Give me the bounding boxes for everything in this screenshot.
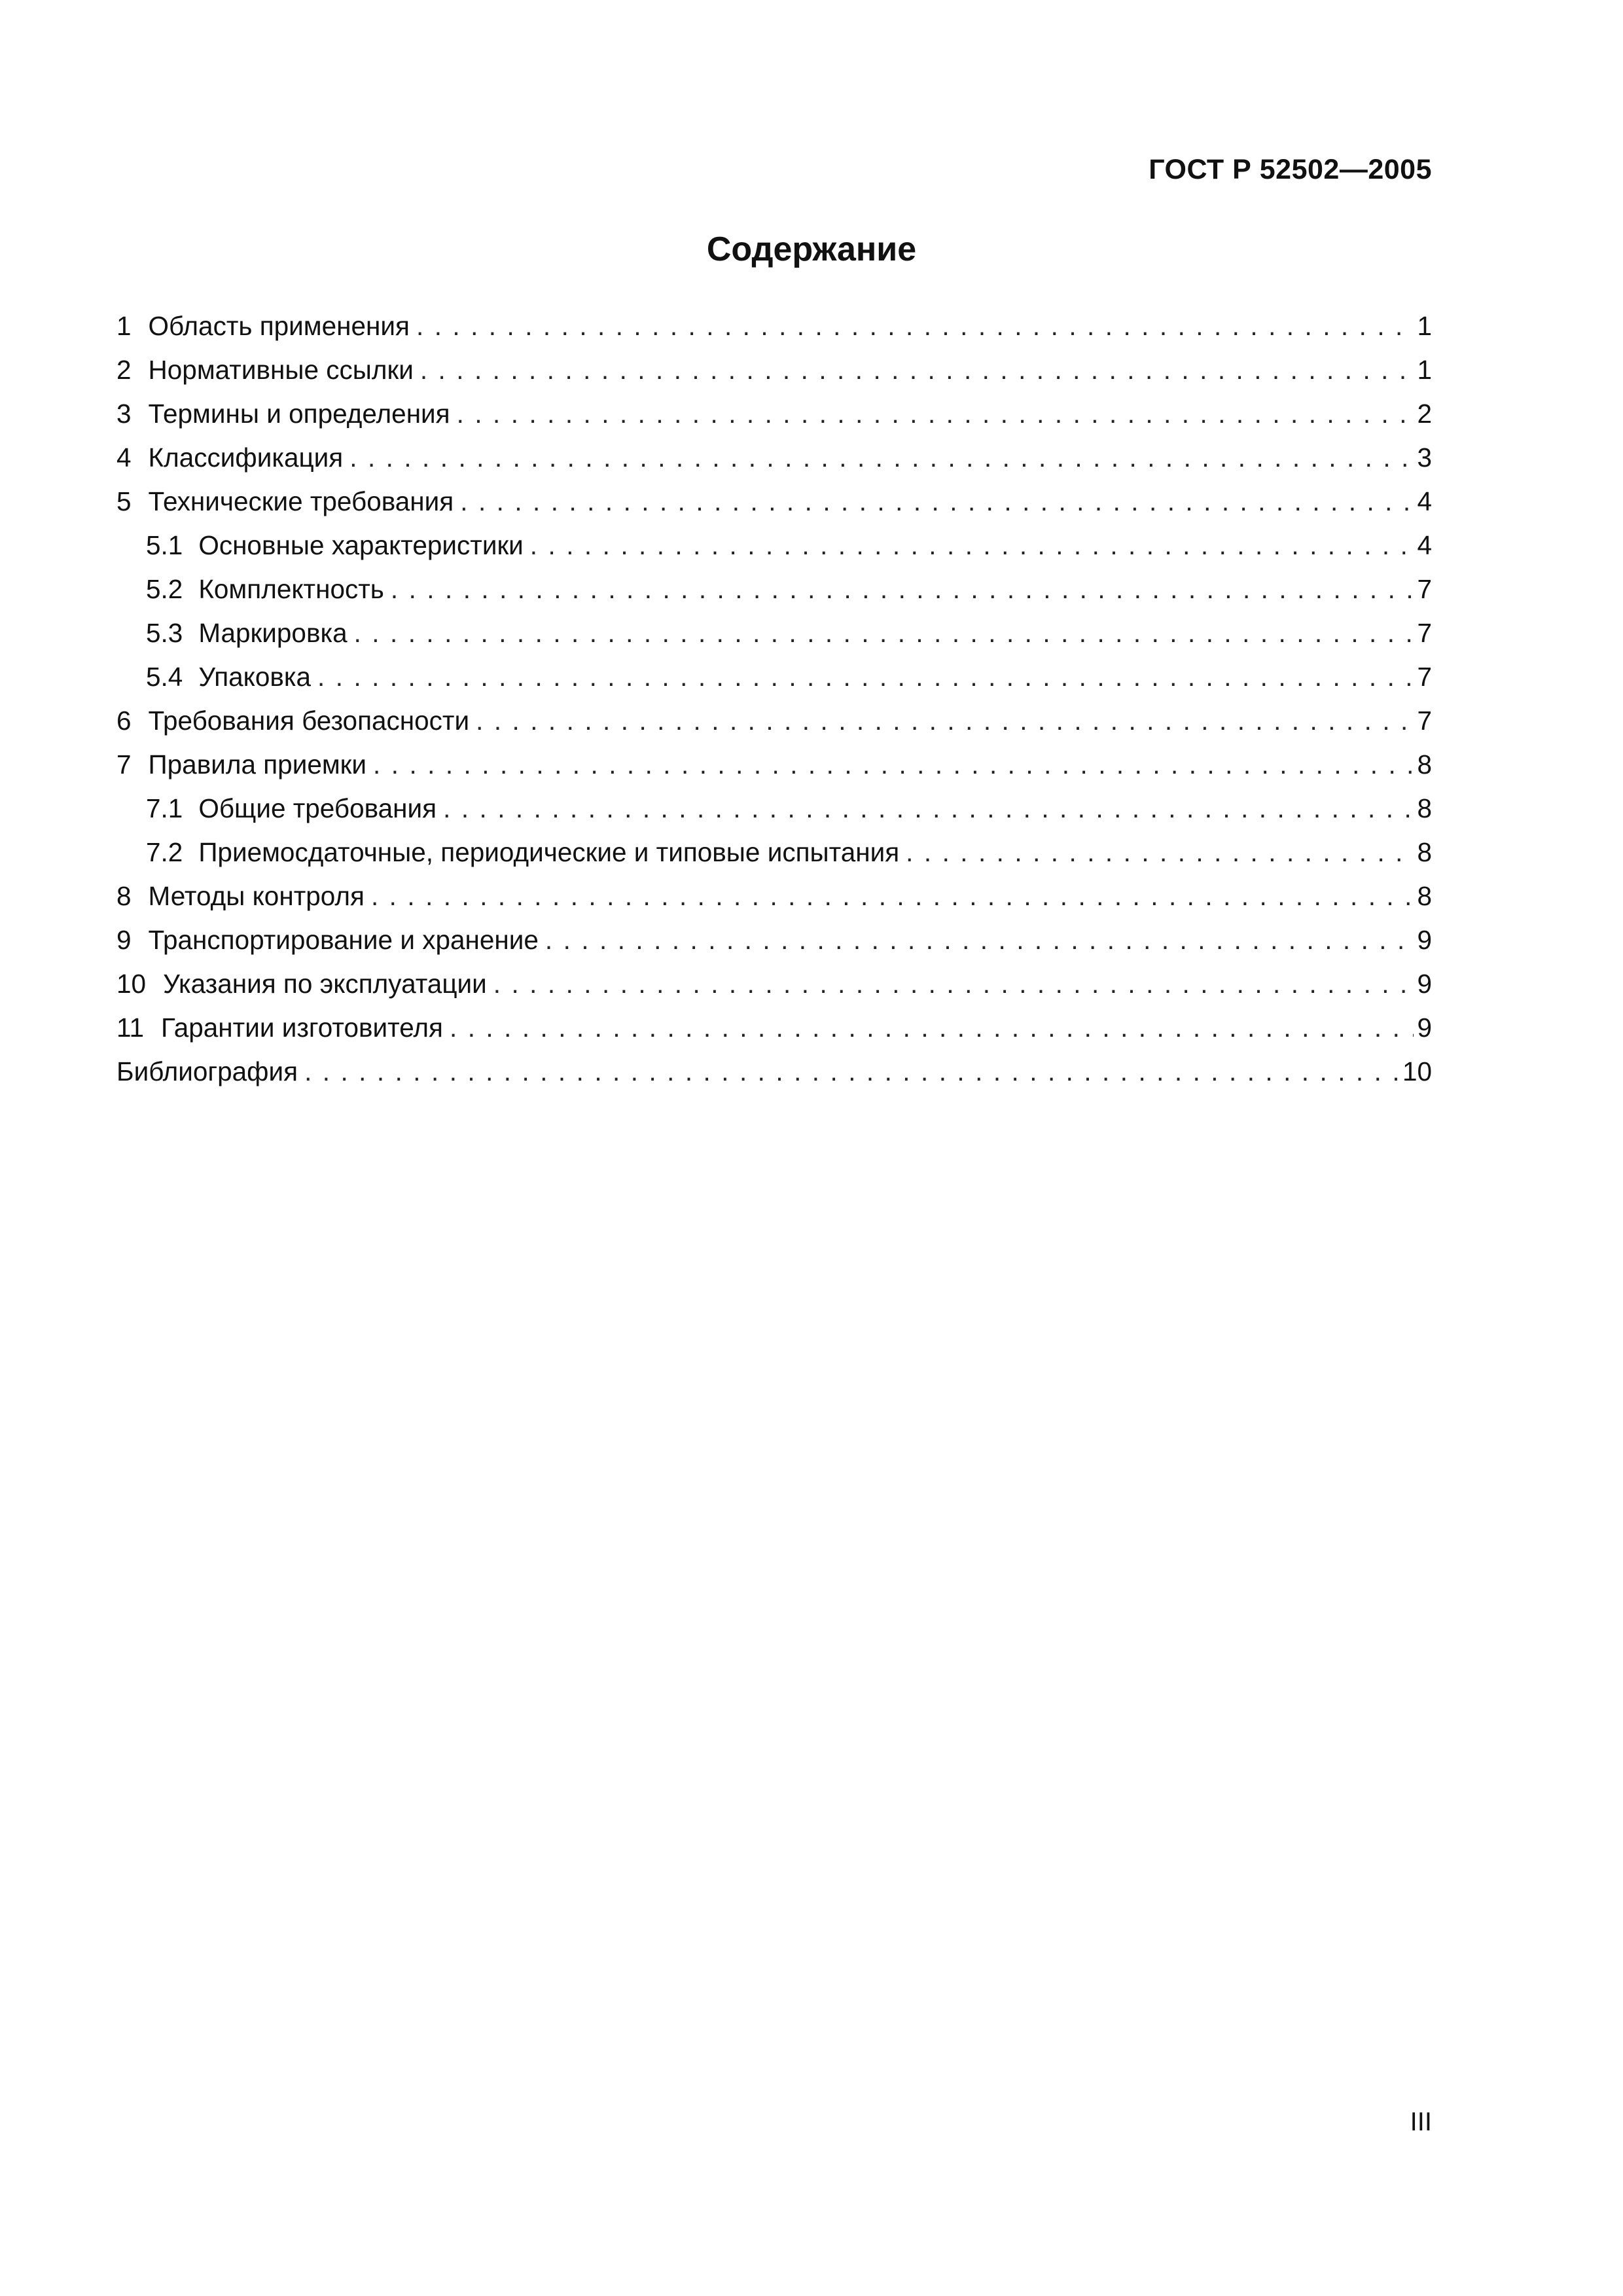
toc-entry[interactable] xyxy=(116,357,1432,401)
toc-dot-leader xyxy=(539,927,1414,954)
toc-entry-number: 7 xyxy=(116,751,132,780)
toc-entry-page: 8 xyxy=(1417,795,1432,823)
toc-dot-leader xyxy=(437,795,1414,822)
toc-entry-number: 5.1 xyxy=(146,532,183,560)
toc-entry-label: Нормативные ссылки xyxy=(148,357,414,385)
toc-entry-label: Классификация xyxy=(148,444,344,473)
toc-entry-page: 7 xyxy=(1417,620,1432,648)
toc-entry-number: 11 xyxy=(116,1014,145,1043)
toc-entry-page: 8 xyxy=(1417,751,1432,780)
toc-entry-number: 1 xyxy=(116,313,132,341)
toc-entry-number: 10 xyxy=(116,971,147,999)
toc-entry-page: 8 xyxy=(1417,839,1432,867)
toc-entry[interactable] xyxy=(116,1014,1432,1058)
toc-entry-label: Технические требования xyxy=(148,488,454,516)
toc-entry[interactable] xyxy=(116,883,1432,927)
toc-entry-label: Маркировка xyxy=(198,620,348,648)
toc-dot-leader xyxy=(348,620,1414,647)
toc-entry-label: Требования безопасности xyxy=(148,708,470,736)
toc-entry-number: 7.2 xyxy=(146,839,183,867)
toc-entry-page: 7 xyxy=(1417,664,1432,692)
toc-entry[interactable] xyxy=(116,927,1432,971)
toc-entry-label: Гарантии изготовителя xyxy=(161,1014,443,1043)
toc-dot-leader xyxy=(410,313,1414,340)
toc-entry-number: 3 xyxy=(116,401,132,429)
toc-subentry[interactable] xyxy=(116,839,1432,883)
toc-dot-leader xyxy=(524,532,1414,559)
toc-entry-label: Термины и определения xyxy=(148,401,450,429)
toc-entry-page: 7 xyxy=(1417,576,1432,604)
toc-entry-number: 8 xyxy=(116,883,132,911)
toc-subentry[interactable] xyxy=(116,576,1432,620)
toc-entry[interactable] xyxy=(116,751,1432,795)
toc-entry-page: 8 xyxy=(1417,883,1432,911)
toc-dot-leader xyxy=(454,488,1414,515)
toc-entry-label: Общие требования xyxy=(198,795,437,823)
document-code: ГОСТ Р 52502—2005 xyxy=(1149,154,1432,185)
toc-entry-number: 5.4 xyxy=(146,664,183,692)
toc-entry-label: Библиография xyxy=(116,1058,298,1086)
toc-title: Содержание xyxy=(706,230,917,268)
toc-entry[interactable] xyxy=(116,971,1432,1014)
toc-entry-label: Основные характеристики xyxy=(198,532,524,560)
toc-dot-leader xyxy=(384,576,1414,603)
toc-entry-page: 9 xyxy=(1417,971,1432,999)
toc-entry-number: 5 xyxy=(116,488,132,516)
toc-entry-page: 1 xyxy=(1417,357,1432,385)
toc-entry[interactable] xyxy=(116,708,1432,751)
toc-entry-label: Указания по эксплуатации xyxy=(163,971,487,999)
toc-subentry[interactable] xyxy=(116,620,1432,664)
toc-entry-number: 6 xyxy=(116,708,132,736)
toc-entry-page: 7 xyxy=(1417,708,1432,736)
toc-entry-label: Правила приемки xyxy=(148,751,367,780)
toc-entry-label: Методы контроля xyxy=(148,883,365,911)
table-of-contents xyxy=(116,313,1432,1102)
toc-dot-leader xyxy=(487,971,1414,997)
toc-entry-number: 2 xyxy=(116,357,132,385)
toc-entry[interactable] xyxy=(116,444,1432,488)
toc-entry-page: 2 xyxy=(1417,401,1432,429)
toc-dot-leader xyxy=(450,401,1414,427)
toc-entry-page: 9 xyxy=(1417,927,1432,955)
toc-subentry[interactable] xyxy=(116,795,1432,839)
toc-entry[interactable] xyxy=(116,401,1432,444)
toc-entry-page: 3 xyxy=(1417,444,1432,473)
toc-entry-label: Область применения xyxy=(148,313,410,341)
toc-entry-number: 5.2 xyxy=(146,576,183,604)
toc-dot-leader xyxy=(443,1014,1414,1041)
toc-entry-label: Упаковка xyxy=(198,664,312,692)
toc-entry-label: Комплектность xyxy=(198,576,384,604)
toc-entry-label: Приемосдаточные, периодические и типовые испытания xyxy=(198,839,900,867)
toc-dot-leader xyxy=(366,751,1414,778)
toc-entry-number: 7.1 xyxy=(146,795,183,823)
toc-entry-page: 4 xyxy=(1417,488,1432,516)
toc-entry-number: 4 xyxy=(116,444,132,473)
toc-entry[interactable] xyxy=(116,313,1432,357)
toc-entry-label: Транспортирование и хранение xyxy=(148,927,539,955)
toc-dot-leader xyxy=(298,1058,1400,1085)
toc-entry-bibliography[interactable] xyxy=(116,1058,1432,1102)
toc-subentry[interactable] xyxy=(116,664,1432,708)
toc-entry-number: 5.3 xyxy=(146,620,183,648)
toc-subentry[interactable] xyxy=(116,532,1432,576)
toc-entry-page: 10 xyxy=(1402,1058,1432,1086)
toc-dot-leader xyxy=(311,664,1414,691)
toc-entry-number: 9 xyxy=(116,927,132,955)
toc-entry-page: 1 xyxy=(1417,313,1432,341)
toc-entry-page: 4 xyxy=(1417,532,1432,560)
toc-entry-page: 9 xyxy=(1417,1014,1432,1043)
toc-dot-leader xyxy=(365,883,1414,910)
toc-dot-leader xyxy=(414,357,1414,384)
toc-dot-leader xyxy=(469,708,1414,734)
toc-entry[interactable] xyxy=(116,488,1432,532)
page-number: III xyxy=(1410,2108,1432,2136)
toc-dot-leader xyxy=(343,444,1414,471)
toc-dot-leader xyxy=(899,839,1414,866)
